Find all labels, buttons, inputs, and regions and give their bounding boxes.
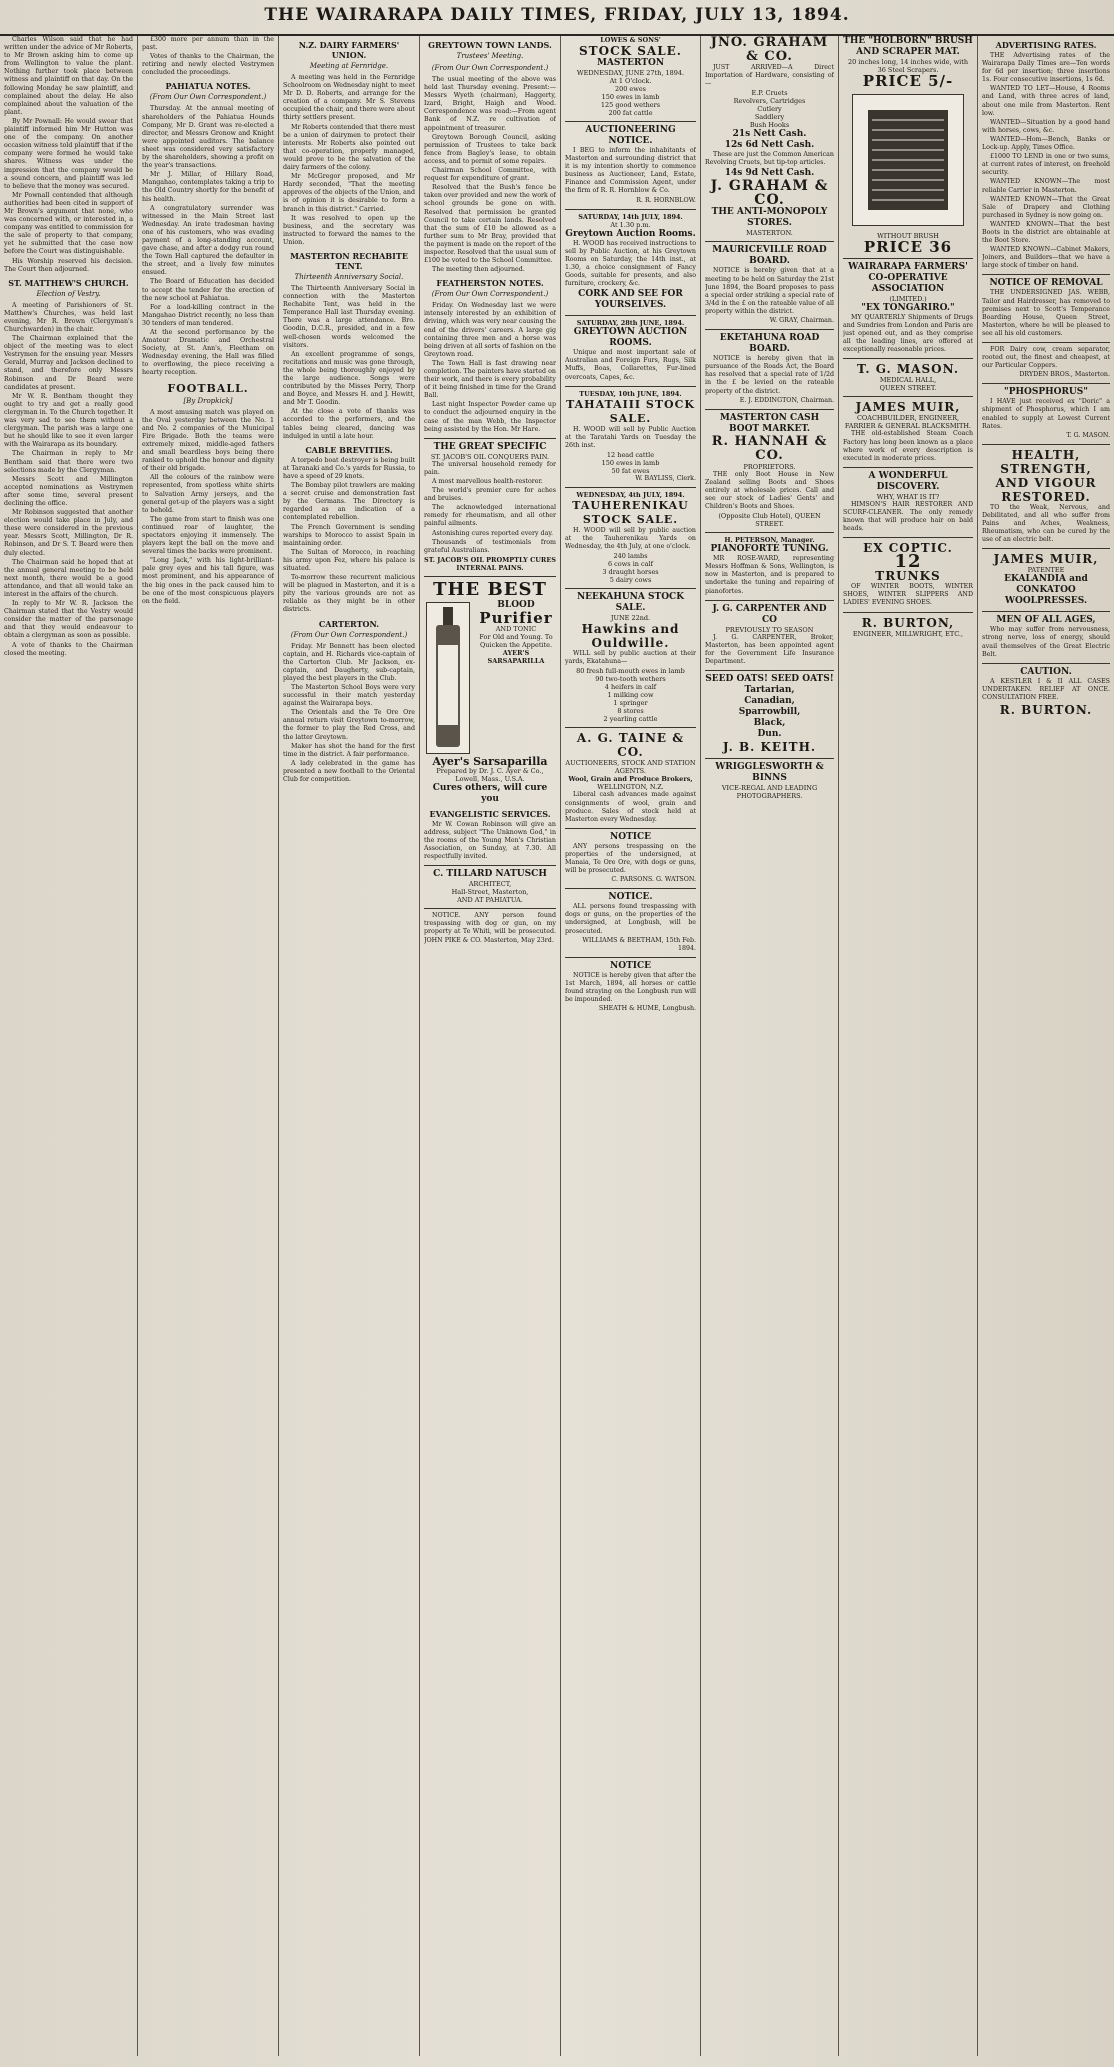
ad-line: MASTERTON xyxy=(596,58,665,68)
column-rule xyxy=(560,36,561,2056)
ad-text: H. WOOD will sell by Public Auction at the Taratahi Yards on Tuesday the 26th inst. xyxy=(565,425,696,449)
ad-line: QUEEN STREET. xyxy=(879,384,937,393)
advertisement-health xyxy=(982,444,1110,544)
ad-signature: E. J. EDDINGTON, Chairman. xyxy=(739,396,834,404)
ad-line: MEDICAL HALL, xyxy=(879,376,937,385)
ad-text: TO the Weak, Nervous, and Debilitated, and all who suffer from Pains and Aches, Weakness, Rheumatism, who can be cured by the use of an electric belt. xyxy=(982,503,1110,544)
article-paragraph: The Bombay pilot trawlers are making a secret cruise and demonstration fast by the Germans. The Directory is regarded as an indication of a contemplated rebellion. xyxy=(283,482,415,522)
advertisement-architect xyxy=(424,865,556,904)
ad-headline: NOTICE xyxy=(610,831,651,842)
notice-trespass xyxy=(424,908,556,944)
classified-ad: THE Advertising rates of the Wairarapa Daily Times are—Ten words for 6d per insertion; three insertions 1s. Four consecutive insertions, 1s 6d. xyxy=(982,52,1110,84)
ad-item: 1 springer xyxy=(613,699,648,708)
classified-ad: £1000 TO LEND in one or two sums, at current rates of interest, on freehold security. xyxy=(982,153,1110,177)
ad-price: PRICE 36 xyxy=(863,238,953,256)
ad-item: 80 fresh full-mouth ewes in lamb xyxy=(576,667,685,676)
advertisement-carpenter xyxy=(705,600,834,666)
ad-text: JUST ARRIVED—A Direct Importation of Hardware, consisting of— xyxy=(705,64,834,88)
ad-name: R. HANNAH & CO. xyxy=(711,433,828,463)
ad-item: Sparrowbill, xyxy=(738,707,801,717)
ad-line: H. PETERSON, Manager. xyxy=(724,536,815,545)
column-8 xyxy=(982,36,1110,2056)
article-paragraph: A torpedo boat destroyer is being built at Taranaki and Co.'s yards for Russia, to have a speed of 29 knots. xyxy=(283,456,415,480)
ad-text: THE old-established Steam Coach Factory has long been known as a place where work of every description is executed in moderate prices. xyxy=(843,430,973,462)
article-paragraph: The Thirteenth Anniversary Social in connection with the Masterton Rechabite Tent, was held in the Temperance Hall last Thursday evening. There was a large attendance. Bro. Goodin, D.C.R., presided, and in a few well-chosen words welcomed the visitors. xyxy=(283,284,415,349)
ad-price: 21s Nett Cash. xyxy=(732,129,807,140)
masthead-title: THE WAIRARAPA DAILY TIMES, FRIDAY, JULY 13, 1894. xyxy=(264,5,850,25)
ad-item: 240 lambs xyxy=(613,552,648,561)
column-rule xyxy=(700,36,701,2056)
article-paragraph: All the colours of the rainbow were represented, from spotless white shirts to Salvation Army jerseys, and the general get-up of the players was a sight to behold. xyxy=(142,474,274,514)
ad-headline: STOCK SALE. xyxy=(579,44,682,58)
article-subhead: (From Our Own Correspondent.) xyxy=(431,64,549,72)
column-rule xyxy=(278,36,279,2056)
ad-text: NOTICE is hereby given that at a meeting to be held on Saturday the 21st June 1894, the Board proposes to pass a special order striking a special rate of 3/4d in the £ on the rateable value of all property within the district. xyxy=(705,267,834,315)
article-paragraph: Resolved that the Bush's fence be taken over provided and new the work of school grounds be gone on with. Resolved that permission be granted Council to take certain lands. Resolved that the sum of £10 be allowed as a further sum to Mr Bray, provided that the payment is made on the report of the inspector. Resolved that the usual sum of £100 be voted to the School Committee. xyxy=(424,184,556,265)
ad-text: NOTICE is hereby given that in pursuance of the Roads Act, the Board has resolved that a special rate of 1/2d in the £ be levied on the rateable property of the district. xyxy=(705,355,834,395)
ad-text: H. WOOD will sell by public auction at the Tauherenikau Yards on Wednesday, the 4th July, at one o'clock. xyxy=(565,526,696,551)
ad-text: ANY persons trespassing on the properties of the undersigned, at Manaia, Te Ore Ore, with dogs or guns, will be prosecuted. xyxy=(565,842,696,875)
ad-line: PREVIOUSLY TO SEASON xyxy=(725,625,814,634)
advertisement-electric-belt xyxy=(982,611,1110,658)
article-paragraph: Friday. On Wednesday last we were intensely interested by an exhibition of driving, which was very near causing the end of the drivers' careers. A large gig containing three men and a horse was being driven at all sorts of fashion on the Greytown road. xyxy=(424,302,556,358)
advertisement-taratahi-sale xyxy=(565,386,696,483)
advertisement-auction-rooms xyxy=(565,209,696,312)
ad-line: At 1.30 p.m. xyxy=(610,220,651,229)
ad-item: 90 two-tooth wethers xyxy=(595,675,666,684)
article-paragraph: The Orientals and the Te Ore Ore annual return visit Greytown to-morrow, the former to play the Red Cross, and the latter Greytown. xyxy=(283,709,415,741)
article-paragraph: Messrs Scott and Millington accepted nominations as Vestrymen after some time, several present declining the office. xyxy=(4,475,133,507)
ad-headline: MAURICEVILLE ROAD BOARD. xyxy=(712,245,827,267)
article-paragraph: The Sultan of Morocco, in reaching his army upon Fez, where his palace is situated. xyxy=(283,548,415,572)
article-paragraph: His Worship reserved his decision. The Court then adjourned. xyxy=(4,257,133,273)
ad-headline: THE "HOLBORN" BRUSH AND SCRAPER MAT. xyxy=(843,36,973,57)
column-4 xyxy=(424,36,556,2056)
article-paragraph: The usual meeting of the above was held last Thursday evening. Present:—Messrs Wyeth (chairman), Haggerty, Izard, Bright, Haigh and Wood. Correspondence was read:—From agent Bank of N.Z. re cultivation of appointment of treasurer. xyxy=(424,76,556,132)
ad-headline: TAUHERENIKAU STOCK SALE. xyxy=(572,498,689,526)
ad-headline: "PHOSPHORUS" xyxy=(1004,387,1088,398)
ad-item: Bush Hooks xyxy=(749,121,790,130)
ad-headline: CORK AND SEE FOR YOURSELVES. xyxy=(578,289,683,311)
ad-headline: AUCTIONEERING NOTICE. xyxy=(585,125,676,146)
article-paragraph: The Chairman in reply to Mr Bentham said that there were two selections made by the Clergyman. xyxy=(4,450,133,474)
ad-line: EKALANDIA and CONKATOO WOOLPRESSES. xyxy=(1004,574,1088,607)
article-subhead: (From Our Own Correspondent.) xyxy=(290,630,408,639)
ad-signature: R. R. HORNBLOW. xyxy=(636,196,696,204)
article-paragraph: At the close a vote of thanks was accorded to the performers, and the tables being cleared, dancing was indulged in until a late hour. xyxy=(283,408,415,440)
notice-text: NOTICE. ANY person found trespassing with dog or gun, on my property at Te Whiti, will be prosecuted. JOHN PIKE & CO. Masterton, May 23rd. xyxy=(424,912,556,944)
notice-road-board xyxy=(705,241,834,325)
advertisement-dryden xyxy=(982,342,1110,379)
ad-headline: "EX TONGARIRO." xyxy=(861,303,955,313)
ad-line: AUCTIONEERS, STOCK AND STATION AGENTS. xyxy=(565,759,696,776)
article-paragraph: Chairman School Committee, with request for expenditure of grant. xyxy=(424,167,556,183)
ad-text: A KESTLER I & II ALL CASES UNDERTAKEN. RELIEF AT ONCE. CONSULTATION FREE. xyxy=(982,677,1110,701)
ad-item: 3 draught horses xyxy=(602,568,659,577)
ad-headline: EKETAHUNA ROAD BOARD. xyxy=(719,333,820,355)
ad-line: BLOOD xyxy=(497,599,535,610)
article-paragraph: The game from start to finish was one continued roar of laughter, the spectators enjoying it immensely. The players kept the ball on the move and several times the backs were prominent. xyxy=(142,515,274,556)
ad-headline: PIANOFORTE TUNING. xyxy=(710,544,829,555)
ad-name: R. BURTON, xyxy=(861,615,955,630)
column-7 xyxy=(843,36,973,2056)
article-paragraph: The Masterton School Boys were very successful in their match yesterday against the Wairarapa boys. xyxy=(283,684,415,708)
article-headline: MASTERTON RECHABITE TENT. xyxy=(290,250,408,271)
ad-line: At 1 O'clock. xyxy=(609,77,652,85)
notice-removal xyxy=(982,274,1110,338)
article-paragraph: A congratulatory surrender was witnessed in the Main Street last Wednesday. An irate tradesman having one of his customers, who was evading payment of a long-standing account, gave chase, and after a dodgy run round the Town Hall captured the defaulter in the street, and a lively few minutes ensued. xyxy=(142,204,274,277)
article-paragraph: A most amusing match was played on the Oval yesterday between the No. 1 and No. 2 companies of the Municipal Fire Brigade. Both the teams were extremely mixed, middle-aged fathers and small beardless boys being there ranked to uphold the honour and dignity of their old brigade. xyxy=(142,408,274,473)
article-paragraph: Votes of thanks to the Chairman, the retiring and newly elected Vestrymen concluded the proceedings. xyxy=(142,53,274,77)
classified-ad: WANTED—Situation by a good hand with horses, cows, &c. xyxy=(982,118,1110,134)
classified-ad: WANTED TO LET—House, 4 Rooms and Land, with three acres of land, about one mile from Masterton. Rent low. xyxy=(982,85,1110,117)
ad-signature: W. GRAY, Chairman. xyxy=(769,317,834,325)
ad-line: ARCHITECT, xyxy=(468,880,512,889)
ad-headline: TAHATAIII STOCK SALE. xyxy=(566,397,695,425)
article-paragraph: At the second performance by the Amateur Dramatic and Orchestral Society, at St. Ann's, Fleetham on Wednesday evening, the Hall was filled to overflowing, the piece receiving a hearty reception. xyxy=(142,329,274,377)
ad-item: 50 fat ewes xyxy=(611,466,650,475)
column-rule xyxy=(419,36,420,2056)
article-paragraph: Friday. Mr Bennett has been elected captain, and H. Richards vice-captain of the Carterton Club. Mr Jackson, ex-captain, and Daugherty, sub-captain, played the best players in the Club. xyxy=(283,642,415,682)
advertisement-graham-hardware xyxy=(705,36,834,237)
advertisement-burton xyxy=(843,612,973,638)
article-paragraph: Thursday. At the annual meeting of shareholders of the Pahiatua Hounds Company, Mr D. Grant was re-elected a director, and Messrs Gronow and Knight were appointed auditors. The balance sheet was considered very satisfactory by the shareholders, showing a profit on the year's transactions. xyxy=(142,105,274,170)
notice-trespass xyxy=(565,888,696,953)
ad-price: 14s 9d Nett Cash. xyxy=(724,168,815,179)
article-paragraph: The Chairman explained that the object of the meeting was to elect Vestrymen for the ensuing year. Messrs Gerald, Murray and Jackson declined to stand, and therefore only Messrs Robinson and Dr Beard were candidates at present. xyxy=(4,335,133,391)
ad-line: PROPRIETORS. xyxy=(743,462,796,471)
article-paragraph: For a load-killing contract in the Mangahao District recently, no less than 30 tenders of man tendered. xyxy=(142,303,274,327)
ad-item: Saddlery xyxy=(754,113,785,122)
ad-line: (LIMITED.) xyxy=(889,295,927,303)
advertisement-photographers xyxy=(705,758,834,800)
advertisement-boot-market xyxy=(705,409,834,528)
ad-item: Canadian, xyxy=(744,696,795,706)
ad-text: NOTICE is hereby given that after the 1st March, 1894, all horses or cattle found straying on the Longbush run will be impounded. xyxy=(565,971,696,1004)
ad-line: Hall-Street, Masterton, xyxy=(451,888,529,897)
article-paragraph: The French Government is sending warships to Morocco to assist Spain in maintaining order. xyxy=(283,523,415,547)
article-paragraph: Mr Roberts contended that there must be a union of dairymen to protect their interests. Mr Roberts also pointed out that co-operation, properly managed, would prove to be the salvation of the dairy farmers of the colony. xyxy=(283,123,415,172)
column-6 xyxy=(705,36,834,2056)
article-paragraph: In reply to Mr W. R. Jackson the Chairman stated that the Vestry would consider the matter of the parsonage and that they would endeavour to obtain a clergyman as soon as possible. xyxy=(4,600,133,640)
column-2 xyxy=(142,36,274,2056)
ad-price: 12s 6d Nett Cash. xyxy=(724,140,815,151)
ad-line: Purifier xyxy=(479,608,553,627)
brush-mat-illustration-icon xyxy=(852,94,964,226)
ad-item: 1 milking cow xyxy=(607,691,654,700)
ad-line: Wool, Grain and Produce Brokers, xyxy=(568,775,693,784)
ad-text: I BEG to inform the inhabitants of Masterton and surrounding district that it is my intention shortly to commence business as Auctioneer, Land, Estate, Finance and Commission Agent, under the firm of R. R. Hornblow & Co. xyxy=(565,147,696,195)
ad-text: MY QUARTERLY Shipments of Drugs and Sundries from London and Paris are just opened out, and as they comprise all the leading lines, are offered at exceptionally reasonable prices. xyxy=(843,314,973,354)
article-headline: EVANGELISTIC SERVICES. xyxy=(429,808,551,819)
ad-headline: MEN OF ALL AGES, xyxy=(996,615,1096,626)
ad-headline: NOTICE xyxy=(610,960,651,971)
advertisement-stock-sale xyxy=(565,36,696,117)
article-headline: CABLE BREVITIES. xyxy=(305,444,393,455)
advertisement-mason xyxy=(843,358,973,392)
advertisement-seed-oats xyxy=(705,670,834,754)
ad-item: 4 heifers in calf xyxy=(604,683,657,692)
ad-line: MASTERTON. xyxy=(746,229,793,238)
advertisement-farmers-coop xyxy=(843,258,973,354)
ad-line: The universal household remedy for pain. xyxy=(424,460,556,476)
classified-ad: WANTED KNOWN—Cabinet Makers, Joiners, and Builders—that we have a large stock of timber on hand. xyxy=(982,246,1110,270)
article-paragraph: By Mr Pownall: He would swear that plaintiff informed him Mr Hutton was one of the company. On another occasion witness told plaintiff that if the company were formed he would take shares. Witness was under the impression that the company would be a sound concern, and plaintiff was led to believe that the money was secured. xyxy=(4,117,133,190)
advertisement-taine xyxy=(565,727,696,823)
ad-item: 150 ewes in lamb xyxy=(601,93,660,101)
article-paragraph: Mr W. R. Bentham thought they ought to try and get a really good clergyman in. To the Church together. It was very sad to see them without a clergyman. The parish was a large one but he should like to see it even larger with the Wairarapa as its boundary. xyxy=(4,392,133,449)
ad-item: 200 ewes xyxy=(614,85,647,93)
ad-subline: ST. JACOB'S OIL CONQUERS PAIN. xyxy=(430,452,550,461)
article-paragraph: A lady celebrated in the game has presented a new football to the Oriental Club for competition. xyxy=(283,759,415,784)
column-3 xyxy=(283,36,415,2056)
masthead xyxy=(0,0,1114,36)
ad-line: Thousands of testimonials from grateful Australians. xyxy=(424,538,556,554)
ad-line: COACHBUILDER, ENGINEER, FARRIER & GENERAL BLACKSMITH. xyxy=(844,414,972,431)
ad-line: VICE-REGAL AND LEADING PHOTOGRAPHERS. xyxy=(721,784,818,800)
article-subhead: (From Our Own Correspondent.) xyxy=(149,93,267,102)
ad-signature: DRYDEN BROS., Masterton. xyxy=(1019,371,1110,379)
ad-name: C. TILLARD NATUSCH xyxy=(433,869,547,880)
ad-headline: SEED OATS! SEED OATS! xyxy=(705,674,834,684)
ad-line: The world's premier cure for aches and bruises. xyxy=(424,487,556,503)
article-subhead: (From Our Own Correspondent.) xyxy=(431,290,549,299)
ad-text: Liberal cash advances made against consignments of wool, grain and produce. Sales of stock held at Masterton every Wednesday. xyxy=(565,791,696,823)
ad-text: J. G. CARPENTER, Broker, Masterton, has been appointed agent for the Government Life Insurance Department. xyxy=(705,633,834,665)
advertisement-ayers-sarsaparilla xyxy=(424,576,556,805)
ad-item: Dun. xyxy=(757,729,782,739)
article-subhead: [By Dropkick] xyxy=(183,396,233,405)
sarsaparilla-bottle-icon xyxy=(426,602,470,754)
ad-name: A. G. TAINE & CO. xyxy=(576,731,685,760)
classified-ad: WANTED—Hom—Bench, Banks or Lock-up. Apply, Times Office. xyxy=(982,135,1110,152)
article-paragraph: The Chairman said he hoped that at the annual general meeting to be held next month, there would be a good attendance, and that all would take an interest in the affairs of the church. xyxy=(4,558,133,598)
advertisement-phosphorus xyxy=(982,383,1110,439)
advertisement-eketahuna-sale xyxy=(565,588,696,723)
ad-name: R. BURTON. xyxy=(999,702,1093,717)
ad-product-name: Ayer's Sarsaparilla xyxy=(432,754,548,768)
article-headline: N.Z. DAIRY FARMERS' UNION. xyxy=(298,40,400,60)
ad-line: AND AT PAHIATUA. xyxy=(457,896,523,905)
article-headline: GREYTOWN TOWN LANDS. xyxy=(428,40,552,50)
advertisement-tauherenikau-sale xyxy=(565,487,696,584)
ad-name: JAMES MUIR, xyxy=(855,400,961,415)
column-5 xyxy=(565,36,696,2056)
ad-line: Prepared by Dr. J. C. Ayer & Co., Lowell, Mass., U.S.A. xyxy=(436,766,544,783)
ad-headline: MASTERTON CASH BOOT MARKET. xyxy=(719,412,820,434)
advertisement-greytown-auction xyxy=(565,315,696,381)
ad-item: E.P. Cruets xyxy=(751,89,788,98)
article-paragraph: "Long Jack," with his light-brilliant-pale grey eyes and his tall figure, was most prominent, and his appearance of the big ones in the pack caused him to be one of the most conspicuous players on the field. xyxy=(142,557,274,605)
ad-line: TRUNKS xyxy=(875,569,941,584)
ad-text: FOR Dairy cow, cream separator, rooted out, the finest and cheapest, at our Particular Coppers. xyxy=(982,346,1110,370)
article-paragraph: Greytown Borough Council, asking permission of Trustees to take back fence from Bagley's lease, to obtain access, and to permit of some repairs. xyxy=(424,133,556,165)
ad-signature: SHEATH & HUME, Longbush. xyxy=(598,1005,696,1013)
advertisement-piano-tuning xyxy=(705,532,834,595)
ad-text: Who may suffer from nervousness, strong nerve, loss of energy, should avail themselves of the Great Electric Belt. xyxy=(982,626,1110,658)
ad-headline: J. G. CARPENTER AND CO xyxy=(712,603,827,625)
advertisement-auctioneering xyxy=(565,121,696,205)
article-headline: PAHIATUA NOTES. xyxy=(165,81,251,92)
ad-signature: C. PARSONS. G. WATSON. xyxy=(611,876,696,884)
ad-text: I HAVE just received ex "Doric" a shipment of Phosphorus, which I am enabled to supply at Lowest Current Rates. xyxy=(982,398,1110,430)
ad-line: Cures others, will cure you xyxy=(432,782,548,804)
ad-headline: EX COPTIC. xyxy=(863,541,953,556)
ad-item: 6 cows in calf xyxy=(607,560,654,569)
ad-headline: THE BEST xyxy=(433,578,547,600)
ad-signature: T. G. MASON. xyxy=(1066,431,1110,439)
ad-text: H. WOOD has received instructions to sell by Public Auction, at his Greytown Rooms on Saturday, the 14th inst., at 1.30, a choice consignment of Fancy Goods, suitable for presents, and also furniture, crockery, &c. xyxy=(565,239,696,288)
article-subhead: Meeting at Fernridge. xyxy=(309,62,389,70)
ad-number: 12 xyxy=(894,551,922,573)
article-headline: FOOTBALL. xyxy=(167,381,249,395)
article-paragraph: Maker has shot the hand for the first time in the district. A fair performance. xyxy=(283,742,415,758)
ad-line: WEDNESDAY, 4th JULY, 1894. xyxy=(576,490,685,499)
ad-text: WILL sell by public auction at their yards, Ekatahuna— xyxy=(565,650,696,666)
ad-item: Tartarian, xyxy=(744,685,795,695)
article-paragraph: To-morrow these recurrent malicious will be plagued in Masterton, and it is a pity the various grounds are not as reliable as they might be in other districts. xyxy=(283,574,415,614)
ad-line: LOWES & SONS' xyxy=(600,36,661,44)
article-paragraph: The meeting then adjourned. xyxy=(432,266,525,274)
notice-impound xyxy=(565,957,696,1013)
ad-item: 200 fat cattle xyxy=(608,109,653,117)
ad-line: The acknowledged international remedy for rheumatism, and all other painful ailments. xyxy=(424,504,556,528)
column-rule xyxy=(977,36,978,2056)
ad-item: 125 good wethers xyxy=(600,101,661,109)
ad-name: J. GRAHAM & CO. xyxy=(710,178,829,209)
article-paragraph: Mr W. Cowan Robinson will give an address, subject "The Unknown God," in the rooms of the Young Men's Christian Association, on Sunday, at 7.30. All respectfully invited. xyxy=(424,820,556,861)
ad-line: WELLINGTON, N.Z. xyxy=(597,783,664,792)
ad-caption: WITHOUT BRUSH xyxy=(877,232,939,240)
ad-text: Unique and most important sale of Australian and Foreign Furs, Rugs, Silk Muffs, Boas, Collarettes, Fur-lined overcoats, Capes, &c. xyxy=(565,349,696,381)
ad-text: THE UNDERSIGNED JAS. WEBB, Tailor and Hairdresser, has removed to premises next to Scott's Temperance Boarding House, Queen Street, Masterton, where he will be pleased to see all his old customers. xyxy=(982,289,1110,337)
classified-ad: WANTED KNOWN—That the best Boots in the district are obtainable at the Boot Store. xyxy=(982,220,1110,245)
ad-name: WAIRARAPA FARMERS' CO-OPERATIVE ASSOCIATION xyxy=(848,262,968,294)
ad-name: Hawkins and Ouldwille. xyxy=(581,622,680,651)
ad-headline: CAUTION. xyxy=(1020,666,1072,677)
ad-headline: A WONDERFUL DISCOVERY. xyxy=(868,470,948,492)
article-paragraph: £300 more per annum than in the past. xyxy=(142,36,274,52)
ad-signature: WILLIAMS & BEETHAM, 15th Feb. 1894. xyxy=(582,936,696,952)
column-1 xyxy=(4,36,133,2056)
article-subhead: Election of Vestry. xyxy=(36,289,101,298)
ad-item: 2 yearling cattle xyxy=(603,715,658,724)
ad-line: WEDNESDAY, JUNE 27th, 1894. xyxy=(576,69,685,77)
ad-line: SATURDAY, 14th JULY, 1894. xyxy=(578,212,683,221)
ad-text: HIMSON'S HAIR RESTORER AND SCURF-CLEANER. The only remedy known that will produce hair on bald heads. xyxy=(843,500,973,533)
ad-text: MR ROSE-WARD, representing Messrs Hoffman & Sons, Wellington, is now in Masterton, and is prepared to undertake the tuning and repairing of pianofortes. xyxy=(705,555,834,595)
article-paragraph: Charles Wilson said that he had written under the advice of Mr Roberts, to Mr Brown asking him to come up from Wellington to value the plant. Nothing further took place between witness and plaintiff on that day. On the following Monday he saw plaintiff, and complained about the delay. He also complained about the valuation of the plant. xyxy=(4,36,133,116)
ad-line: ENGINEER, MILLWRIGHT, ETC., xyxy=(852,629,964,638)
ad-line: For Old and Young. To Quicken the Appetite. xyxy=(479,632,553,649)
notice-trespass xyxy=(565,828,696,884)
ad-name: JAMES MUIR, xyxy=(993,552,1099,567)
ad-headline: GREYTOWN AUCTION ROOMS. xyxy=(573,327,688,349)
ad-line: AND TONIC xyxy=(495,624,537,633)
ad-line: (Opposite Club Hotel), QUEEN STREET. xyxy=(718,512,821,529)
article-subhead: Trustees' Meeting. xyxy=(456,52,524,60)
ad-line: A most marvellous health-restorer. xyxy=(432,477,543,485)
article-paragraph: Mr Robinson suggested that another election would take place in July, and these were considered in the previous year. Messrs Scott, Millington, Dr R. Robinson, and Dr S. T. Beard were then duly elected. xyxy=(4,509,133,557)
ad-text: THE only Boot House in New Zealand selling Boots and Shoes entirely at wholesale prices. Call and see our stock of Ladies' Gents' and Children's Boots and Shoes. xyxy=(705,470,834,511)
article-paragraph: Mr J. Millar, of Hillary Road, Mangahao, contemplates taking a trip to the Old Country shortly for the benefit of his health. xyxy=(142,171,274,203)
article-paragraph: It was resolved to open up the business, and the secretary was instructed to forward the names to the Union. xyxy=(283,214,415,246)
advertisement-holborn-mat xyxy=(843,36,973,254)
article-paragraph: A meeting was held in the Fernridge Schoolroom on Wednesday night to meet Mr D. D. Roberts, and arrange for the creation of a company. Mr S. Stevens occupied the chair, and there were about thirty settlers present. xyxy=(283,74,415,122)
ad-item: Black, xyxy=(753,718,786,728)
ad-headline: NEEKAHUNA STOCK SALE. xyxy=(576,592,685,614)
ad-item: 8 stores xyxy=(617,707,644,716)
advertisement-coptic-trunks xyxy=(843,537,973,607)
ad-name: J. B. KEITH. xyxy=(722,740,817,754)
ad-line: PATENTEE xyxy=(1027,566,1065,575)
ad-headline: THE GREAT SPECIFIC xyxy=(433,441,547,452)
advertisement-woolpresses xyxy=(982,548,1110,607)
ad-line: JUNE 22nd. xyxy=(610,614,651,623)
ad-item: Revolvers, Cartridges xyxy=(733,97,806,106)
article-paragraph: The Board of Education has decided to accept the tender for the erection of the new school at Pahiatua. xyxy=(142,278,274,302)
ad-item: Cutlery xyxy=(757,105,782,114)
advertisement-st-jacobs-oil xyxy=(424,438,556,572)
column-rule xyxy=(137,36,138,2056)
ad-footer: ST. JACOB'S OIL PROMPTLY CURES INTERNAL PAINS. xyxy=(424,555,556,572)
ad-name: T. G. MASON. xyxy=(856,362,959,377)
ad-headline: Greytown Auction Rooms. xyxy=(565,228,696,239)
classified-ad: WANTED KNOWN—That the Great Sale of Drapery and Clothing purchased in Sydney is now going on. xyxy=(982,195,1110,219)
column-rule xyxy=(838,36,839,2056)
ad-line: AYER'S SARSAPARILLA xyxy=(487,648,545,665)
ad-line: Astonishing cures reported every day. xyxy=(432,529,554,537)
article-paragraph: The Town Hall is fast drawing near completion. The painters have started on their work, and there is every probability of it being finished in time for the Grand Ball. xyxy=(424,359,556,400)
article-headline: CARTERTON. xyxy=(318,618,380,629)
ad-line: SATURDAY, 28th JUNE, 1894. xyxy=(576,319,685,328)
ad-text: These are just the Common American Revolving Cruets, but tip-top articles. xyxy=(705,151,834,167)
ad-item: 150 ewes in lamb xyxy=(601,458,660,467)
ad-text: ALL persons found trespassing with dogs or guns, on the properties of the undersigned, at Longbush, will be prosecuted. xyxy=(565,903,696,935)
article-paragraph: An excellent programme of songs, recitations and music was gone through, the whole being thoroughly enjoyed by the large audience. Songs were contributed by the Misses Perry, Thorp and Boyce, and Messrs H. and J. Hewitt, and Mr T. Goodin. xyxy=(283,350,415,407)
ad-name: WRIGGLESWORTH & BINNS xyxy=(715,762,824,783)
ad-line: THE ANTI-MONOPOLY STORES. xyxy=(711,207,828,229)
ad-line: WHY, WHAT IS IT? xyxy=(876,492,940,501)
article-paragraph: Mr Pownall contended that although authorities had been cited in support of Mr Brown's argument that none, who was concerned with, or interested in, a company was entitled to commission for the sale of property to that company, yet he submitted that the case now before the Court was distinguishable. xyxy=(4,191,133,256)
article-headline: ST. MATTHEW'S CHURCH. xyxy=(8,277,129,288)
ad-name: JNO. GRAHAM & CO. xyxy=(710,36,829,64)
advertisement-caution xyxy=(982,663,1110,717)
article-headline: FEATHERSTON NOTES. xyxy=(436,278,544,289)
article-paragraph: Mr McGregor proposed, and Mr Hardy seconded, "That the meeting approves of the objects of the Union, and is of opinion it is desirable to form a branch in this district." Carried. xyxy=(283,173,415,213)
ad-item: 12 head cattle xyxy=(606,450,655,459)
article-subhead: Thirteenth Anniversary Social. xyxy=(294,272,404,281)
article-paragraph: A meeting of Parishioners of St. Matthew's Churches, was held last evening, Mr R. Brown (Clergyman's Churchwarden) in the chair. xyxy=(4,301,133,333)
article-paragraph: Last night Inspector Powder came up to conduct the adjourned enquiry in the case of the man Webb, the Inspector being assisted by the Hon. Mr Hare. xyxy=(424,401,556,433)
advertisement-james-muir xyxy=(843,396,973,462)
ad-text: OF WINTER BOOTS, WINTER SHOES, WINTER SLIPPERS AND LADIES' EVENING SHOES. xyxy=(843,583,973,607)
ad-headline: NOTICE OF REMOVAL xyxy=(989,278,1103,289)
notice-road-board xyxy=(705,329,834,405)
ad-headline: HEALTH, STRENGTH, AND VIGOUR RESTORED. xyxy=(995,447,1097,504)
classified-ad: WANTED KNOWN—The most reliable Carrier in Masterton. xyxy=(982,178,1110,194)
ad-headline: NOTICE. xyxy=(608,892,653,903)
ad-line: TUESDAY, 10th JUNE, 1894. xyxy=(579,389,682,398)
ad-signature: W. BAYLISS, Clerk. xyxy=(635,474,696,482)
article-headline: ADVERTISING RATES. xyxy=(995,40,1097,50)
ad-price: PRICE 5/- xyxy=(862,72,954,90)
ad-line: 20 inches long, 14 inches wide, with 36 Steel Scrapers. xyxy=(847,58,969,74)
advertisement-hair-restorer xyxy=(843,467,973,533)
ad-item: 5 dairy cows xyxy=(609,576,652,585)
article-paragraph: A vote of thanks to the Chairman closed the meeting. xyxy=(4,641,133,657)
